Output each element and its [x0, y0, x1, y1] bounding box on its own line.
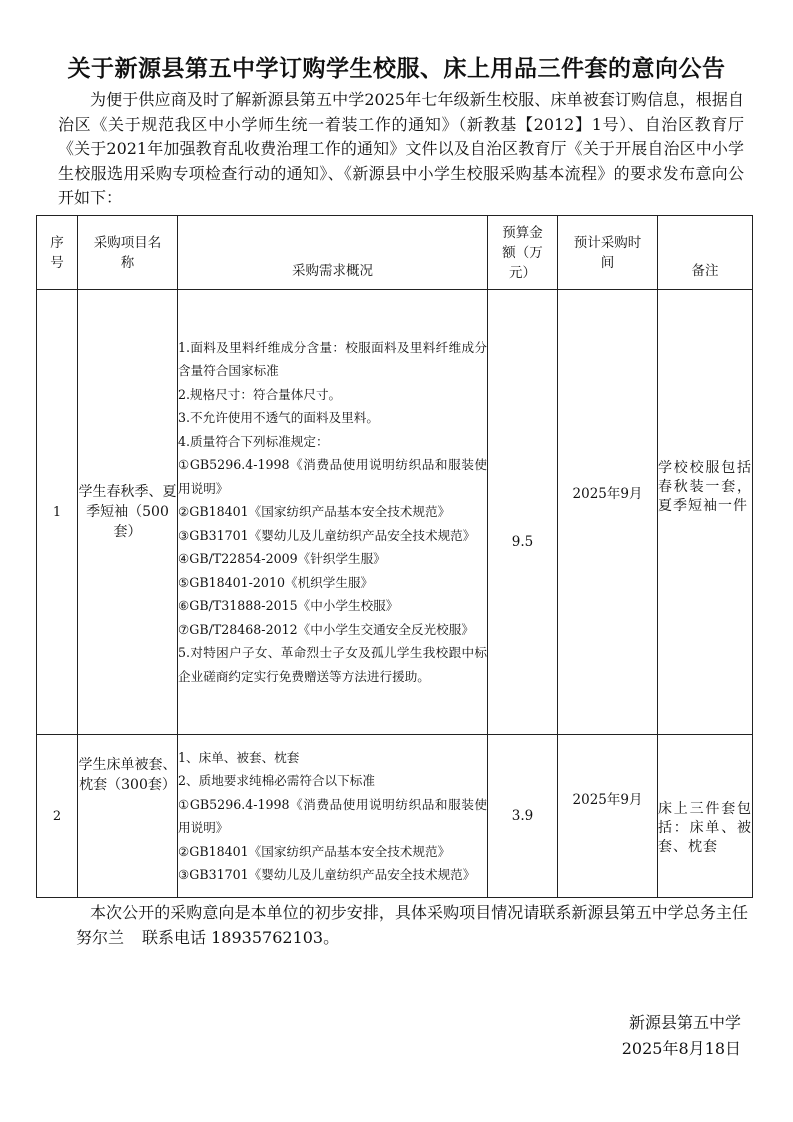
req-line: 2、质地要求纯棉必需符合以下标准: [178, 773, 375, 788]
req-line: 1、床单、被套、枕套: [178, 749, 300, 765]
row-budget: 3.9: [488, 735, 558, 898]
table-row: [37, 735, 753, 898]
header-budget: 预算金额（万元）: [488, 216, 558, 290]
req-line: ①GB5296.4-1998《消费品使用说明纺织品和服装使用说明》: [178, 457, 487, 496]
header-note: 备注: [658, 216, 753, 290]
row-time: 2025年9月: [558, 290, 658, 735]
req-line: ①GB5296.4-1998《消费品使用说明纺织品和服装使用说明》: [178, 796, 487, 835]
header-req: 采购需求概况: [178, 216, 488, 290]
row-requirements: [178, 290, 488, 735]
closing-text: 本次公开的采购意向是本单位的初步安排，具体采购项目情况请联系新源县第五中学总务主任: [90, 903, 748, 922]
row-note: 学校校服包括春秋装一套，夏季短袖一件: [658, 290, 753, 735]
table-header-row: [37, 216, 753, 290]
phone-number: 18935762103。: [211, 927, 340, 947]
signature-date: 2025年8月18日: [621, 1039, 741, 1058]
procurement-table: [36, 215, 753, 898]
req-line: ⑥GB/T31888-2015《中小学生校服》: [178, 598, 399, 614]
row-name: 学生床单被套、枕套（300套）: [78, 735, 178, 898]
row-requirements: [178, 735, 488, 898]
row-seq: 2: [37, 735, 78, 898]
req-line: ②GB18401《国家纺织产品基本安全技术规范》: [178, 504, 451, 520]
row-budget: 9.5: [488, 290, 558, 735]
row-time: 2025年9月: [558, 735, 658, 898]
intro-paragraph: 为便于供应商及时了解新源县第五中学2025年七年级新生校服、床单被套订购信息，根据自治区《关于规范我区中小学师生统一着装工作的通知》（新教基【2012】1号）、自治区教育厅《关于2021年加强教育乱收费治理工作的通知》文件以及自治区教育厅《关于开展自治区中小学生校服选用采购专项检查行动的通知》、《新源县中小学生校服采购基本流程》的要求发布意向公开如下：: [58, 90, 744, 208]
req-line: 2.规格尺寸：符合量体尺寸。: [178, 386, 342, 402]
signature-org: 新源县第五中学: [628, 1013, 741, 1032]
req-line: 5.对特困户子女、革命烈士子女及孤儿学生我校跟中标企业磋商约定实行免费赠送等方法进行援助。: [178, 645, 487, 684]
row-note: 床上三件套包括：床单、被套、枕套: [658, 735, 753, 898]
req-line: ③GB31701《婴幼儿及儿童纺织产品安全技术规范》: [178, 527, 476, 543]
header-time: 预计采购时间: [558, 216, 658, 290]
req-line: ⑦GB/T28468-2012《中小学生交通安全反光校服》: [178, 621, 474, 637]
req-line: 3.不允许使用不透气的面料及里料。: [178, 410, 379, 426]
phone-label: 联系电话: [142, 927, 207, 947]
req-line: 1.面料及里料纤维成分含量：校服面料及里料纤维成分含量符合国家标准: [178, 339, 487, 379]
req-line: ③GB31701《婴幼儿及儿童纺织产品安全技术规范》: [178, 867, 476, 882]
table-row: [37, 290, 753, 735]
req-line: ②GB18401《国家纺织产品基本安全技术规范》: [178, 843, 451, 859]
page-title: 关于新源县第五中学订购学生校服、床上用品三件套的意向公告: [67, 56, 726, 82]
closing-paragraph: [58, 901, 748, 950]
req-line: 4.质量符合下列标准规定：: [178, 433, 329, 449]
header-name: 采购项目名称: [78, 216, 178, 290]
row-seq: 1: [37, 290, 78, 735]
header-seq: 序号: [37, 216, 78, 290]
contact-name: 努尔兰: [76, 927, 125, 947]
req-line: ④GB/T22854-2009《针织学生服》: [178, 551, 386, 567]
req-line: ⑤GB18401-2010《机织学生服》: [178, 574, 374, 590]
signature-block: [622, 1010, 741, 1062]
row-name: 学生春秋季、夏季短袖（500套）: [78, 290, 178, 735]
